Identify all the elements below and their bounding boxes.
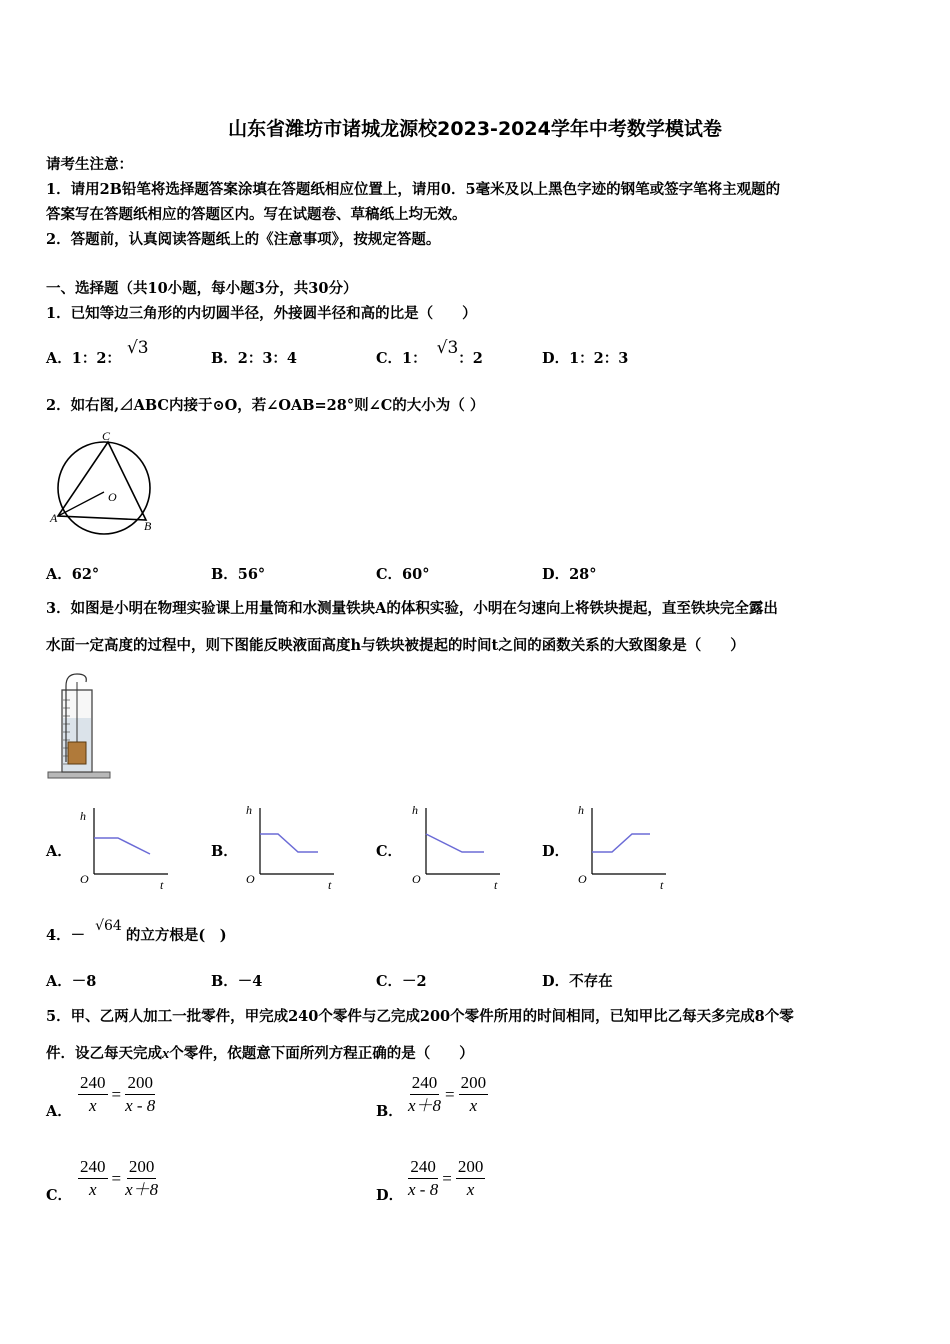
fraction-right: $\frac{200}{x - 8}$ bbox=[125, 1073, 156, 1115]
q3-option-d: D． bbox=[542, 843, 570, 860]
q4-option-a: A．－8 bbox=[46, 973, 97, 990]
label-o: O bbox=[80, 872, 89, 886]
cylinder-base bbox=[48, 772, 110, 778]
label-o: O bbox=[246, 872, 255, 886]
q5-option-a-label: A． bbox=[46, 1103, 72, 1120]
label-h: h bbox=[412, 803, 418, 817]
notice-heading: 请考生注意： bbox=[46, 156, 133, 173]
q4-stem-pre: 4．－ bbox=[46, 927, 86, 944]
q1-option-c-pre: C．1： bbox=[376, 350, 427, 367]
q4-sqrt: √64 bbox=[95, 918, 122, 934]
label-t: t bbox=[660, 878, 664, 892]
label-c: C bbox=[102, 429, 111, 443]
q1-option-c-sqrt: √3 bbox=[436, 338, 459, 358]
q2-circle-figure bbox=[46, 428, 162, 536]
graph-a-line bbox=[94, 838, 150, 854]
label-t: t bbox=[494, 878, 498, 892]
graph-c-line bbox=[426, 834, 484, 852]
label-b: B bbox=[144, 519, 152, 533]
q5-option-b-equation: $\frac{240}{x+8}$ = $\frac{200}{x}$ bbox=[408, 1073, 487, 1115]
q2-stem: 2．如右图,⊿ABC内接于⊙O，若∠OAB=28°则∠C的大小为（ ） bbox=[46, 397, 485, 414]
label-o: O bbox=[108, 490, 117, 504]
q5-option-b-label: B． bbox=[376, 1103, 403, 1120]
q3-cylinder-figure bbox=[46, 672, 114, 782]
q3-graph-a bbox=[74, 800, 174, 892]
q1-option-a bbox=[46, 338, 149, 368]
label-o: O bbox=[412, 872, 421, 886]
q1-option-a-text: A．1：2： bbox=[46, 350, 121, 367]
fraction-right: $\frac{200}{x}$ bbox=[460, 1073, 487, 1115]
q1-option-c bbox=[376, 338, 483, 368]
label-h: h bbox=[80, 809, 86, 823]
q4-stem-post: 的立方根是( ) bbox=[125, 927, 227, 944]
q4-option-c: C．－2 bbox=[376, 973, 427, 990]
fraction-left: $\frac{240}{x}$ bbox=[80, 1157, 106, 1199]
label-t: t bbox=[328, 878, 332, 892]
q2-option-d: D．28° bbox=[542, 566, 597, 583]
q5-option-d-equation: $\frac{240}{x - 8}$ = $\frac{200}{x}$ bbox=[408, 1157, 484, 1199]
q1-option-a-sqrt: √3 bbox=[126, 338, 149, 358]
q5-stem-post: 个零件，依题意下面所列方程正确的是（ ） bbox=[169, 1045, 474, 1062]
q1-option-c-post: ：2 bbox=[458, 350, 483, 367]
q1-option-b: B．2：3：4 bbox=[211, 350, 298, 367]
notice-line-3: 2．答题前，认真阅读答题纸上的《注意事项》，按规定答题。 bbox=[46, 231, 441, 248]
label-h: h bbox=[578, 803, 584, 817]
q4-stem bbox=[46, 918, 227, 945]
notice-line-2: 答案写在答题纸相应的答题区内。写在试题卷、草稿纸上均无效。 bbox=[46, 206, 467, 223]
q5-variable: x bbox=[162, 1046, 170, 1062]
q3-graph-c bbox=[406, 800, 506, 892]
q4-option-b: B．－4 bbox=[211, 973, 263, 990]
q3-option-b: B． bbox=[211, 843, 238, 860]
graph-d-line bbox=[592, 834, 650, 852]
q3-stem-line-1: 3．如图是小明在物理实验课上用量筒和水测量铁块A的体积实验，小明在匀速向上将铁块提起，直至铁块完全露出 bbox=[46, 600, 778, 617]
label-t: t bbox=[160, 878, 164, 892]
q2-option-a: A．62° bbox=[46, 566, 100, 583]
fraction-right: $\frac{200}{x}$ bbox=[457, 1157, 484, 1199]
segment-oa bbox=[58, 492, 104, 516]
q1-stem: 1．已知等边三角形的内切圆半径，外接圆半径和高的比是（ ） bbox=[46, 305, 477, 322]
fraction-left: $\frac{240}{x - 8}$ bbox=[408, 1157, 439, 1199]
iron-block bbox=[68, 742, 86, 764]
q3-option-c: C． bbox=[376, 843, 403, 860]
q3-option-a: A． bbox=[46, 843, 72, 860]
q2-option-c: C．60° bbox=[376, 566, 430, 583]
q4-option-d: D．不存在 bbox=[542, 973, 613, 990]
hook bbox=[77, 674, 86, 682]
page-title: 山东省潍坊市诸城龙源校2023-2024学年中考数学模试卷 bbox=[228, 118, 722, 140]
triangle-abc bbox=[58, 442, 146, 520]
label-a: A bbox=[50, 511, 58, 525]
q5-option-c-label: C． bbox=[46, 1187, 73, 1204]
label-o: O bbox=[578, 872, 587, 886]
section-heading: 一、选择题（共10小题，每小题3分，共30分） bbox=[46, 280, 358, 297]
label-h: h bbox=[246, 803, 252, 817]
q3-graph-b bbox=[240, 800, 340, 892]
q1-option-d: D．1：2：3 bbox=[542, 350, 629, 367]
q5-stem-pre: 件．设乙每天完成 bbox=[46, 1045, 162, 1062]
q3-stem-line-2: 水面一定高度的过程中，则下图能反映液面高度h与铁块被提起的时间t之间的函数关系的大致图象是（ ） bbox=[46, 637, 745, 654]
q5-stem-line-2 bbox=[46, 1042, 474, 1063]
fraction-right: $\frac{200}{x+8}$ bbox=[125, 1157, 159, 1199]
q5-option-a-equation: $\frac{240}{x}$ = $\frac{200}{x - 8}$ bbox=[80, 1073, 156, 1115]
fraction-left: $\frac{240}{x}$ bbox=[80, 1073, 106, 1115]
q5-stem-line-1: 5．甲、乙两人加工一批零件，甲完成240个零件与乙完成200个零件所用的时间相同，已知甲比乙每天多完成8个零 bbox=[46, 1008, 794, 1025]
q5-option-d-label: D． bbox=[376, 1187, 404, 1204]
notice-line-1: 1．请用2B铅笔将选择题答案涂填在答题纸相应位置上，请用0．5毫米及以上黑色字迹的钢笔或签字笔将主观题的 bbox=[46, 181, 781, 198]
q5-option-c-equation: $\frac{240}{x}$ = $\frac{200}{x+8}$ bbox=[80, 1157, 159, 1199]
fraction-left: $\frac{240}{x+8}$ bbox=[408, 1073, 442, 1115]
q2-option-b: B．56° bbox=[211, 566, 266, 583]
q3-graph-d bbox=[572, 800, 672, 892]
graph-b-line bbox=[260, 834, 318, 852]
